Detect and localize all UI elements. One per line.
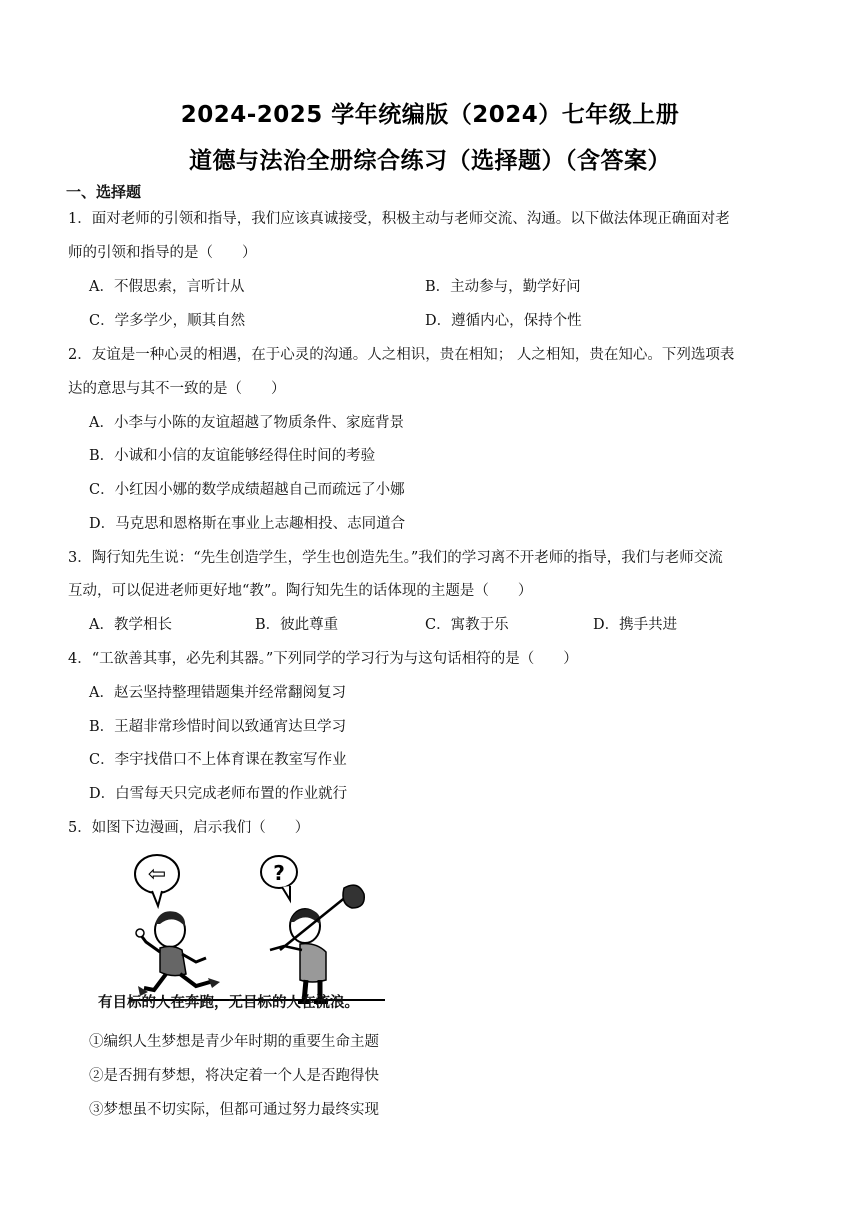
q5-statement-1: ①编织人生梦想是青少年时期的重要生命主题 <box>89 1034 379 1050</box>
q3-stem-line1: 3．陶行知先生说：“先生创造学生，学生也创造先生。”我们的学习离不开老师的指导，我们与老师交流 <box>68 550 723 566</box>
comic-caption: 有目标的人在奔跑，无目标的人在流浪。 <box>98 995 359 1011</box>
wandering-boy-figure <box>270 885 364 1002</box>
q4-option-c: C．李宇找借口不上体育课在教室写作业 <box>89 752 347 768</box>
q3-stem-line2: 互动，可以促进老师更好地“教”。陶行知先生的话体现的主题是（ ） <box>68 583 533 599</box>
right-speech-bubble <box>261 856 297 900</box>
q5-statement-2: ②是否拥有梦想，将决定着一个人是否跑得快 <box>89 1068 379 1084</box>
q1-stem-line1: 1．面对老师的引领和指导，我们应该真诚接受，积极主动与老师交流、沟通。以下做法体现正确面对老 <box>68 211 730 227</box>
q2-stem-line2: 达的意思与其不一致的是（ ） <box>68 381 286 397</box>
q3-option-d: D．携手共进 <box>593 617 678 633</box>
q1-option-d: D．遵循内心，保持个性 <box>425 313 582 329</box>
q4-option-a: A．赵云坚持整理错题集并经常翻阅复习 <box>89 685 346 701</box>
q3-option-b: B．彼此尊重 <box>255 617 339 633</box>
q4-option-b: B．王超非常珍惜时间以致通宵达旦学习 <box>89 719 347 735</box>
q4-option-d: D．白雪每天只完成老师布置的作业就行 <box>89 786 348 802</box>
q5-stem-line1: 5．如图下边漫画，启示我们（ ） <box>68 820 310 836</box>
q3-option-a: A．教学相长 <box>89 617 172 633</box>
q3-option-c: C．寓教于乐 <box>425 617 509 633</box>
left-arrow-icon: ⇦ <box>147 862 167 887</box>
document-title-line1: 2024-2025 学年统编版（2024）七年级上册 <box>180 102 680 128</box>
question-mark-icon: ? <box>273 861 285 885</box>
q2-option-b: B．小诚和小信的友谊能够经得住时间的考验 <box>89 448 376 464</box>
document-title-line2: 道德与法治全册综合练习（选择题）（含答案） <box>189 148 671 174</box>
left-speech-bubble <box>135 855 179 906</box>
q1-stem-line2: 师的引领和指导的是（ ） <box>68 245 257 261</box>
q2-stem-line1: 2．友谊是一种心灵的相遇，在于心灵的沟通。人之相识，贵在相知； 人之相知，贵在知心。下列选项表 <box>68 347 735 363</box>
q1-option-b: B．主动参与，勤学好问 <box>425 279 581 295</box>
q2-option-d: D．马克思和恩格斯在事业上志趣相投、志同道合 <box>89 516 406 532</box>
q1-option-c: C．学多学少，顺其自然 <box>89 313 246 329</box>
section-heading: 一、选择题 <box>66 183 142 201</box>
q4-stem-line1: 4．“工欲善其事，必先利其器。”下列同学的学习行为与这句话相符的是（ ） <box>68 651 578 667</box>
q2-option-c: C．小红因小娜的数学成绩超越自己而疏远了小娜 <box>89 482 405 498</box>
running-boy-figure <box>136 911 220 996</box>
q2-option-a: A．小李与小陈的友谊超越了物质条件、家庭背景 <box>89 415 404 431</box>
q1-option-a: A．不假思索，言听计从 <box>89 279 245 295</box>
q5-statement-3: ③梦想虽不切实际，但都可通过努力最终实现 <box>89 1102 379 1118</box>
